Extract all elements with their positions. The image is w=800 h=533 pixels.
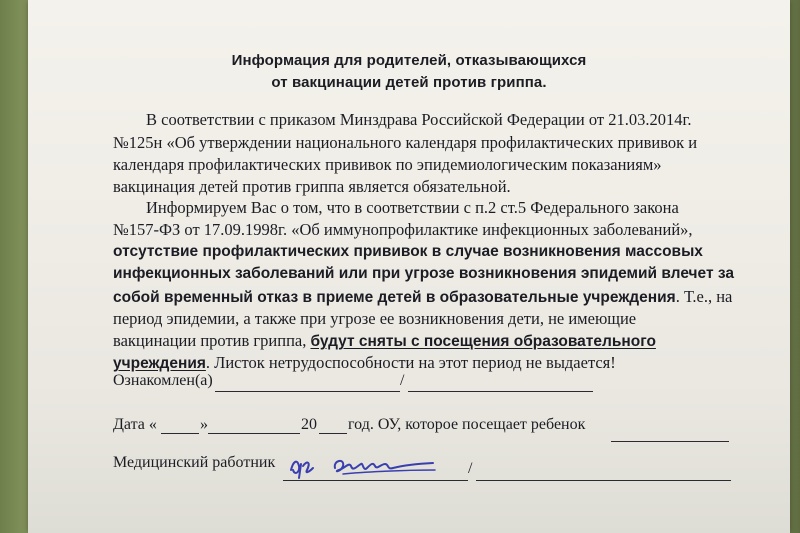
paragraph-1-line-4: вакцинация детей против гриппа является обязательной. [113,177,511,196]
school-blank[interactable] [611,441,729,442]
acquainted-signature-blank[interactable] [408,391,593,392]
date-day-blank[interactable] [161,433,199,434]
date-year-blank[interactable] [319,433,347,434]
paragraph-2-bold-line-2: инфекционных заболеваний или при угрозе возникновения эпидемий влечет за [113,265,734,282]
paragraph-2-line-6 [113,353,616,373]
acquainted-slash: / [400,372,405,389]
paragraph-2-underlined-phrase-2: учреждения [113,355,206,372]
paragraph-2-line-1: Информируем Вас о том, что в соответствии с п.2 ст.5 Федерального закона [146,198,679,217]
date-close-quote: » [200,416,208,433]
medic-signature-blank[interactable] [476,480,731,481]
document-sheet [28,0,790,533]
medic-label: Медицинский работник [113,454,276,471]
paragraph-2-line-4: период эпидемии, а также при угрозе ее возникновения дети, не имеющие [113,309,637,328]
paragraph-1-line-2: №125н «Об утверждении национального календаря профилактических прививок и [113,133,698,152]
paragraph-2-underlined-phrase-1: будут сняты с посещения образовательного [310,333,656,350]
paragraph-2-line-3 [113,287,732,307]
paragraph-1-line-3: календаря профилактических прививок по эпидемиологическим показаниям» [113,155,662,174]
paragraph-2-line-3-tail: . Т.е., на [675,287,733,306]
paragraph-2-line-5-start: вакцинации против гриппа, [113,331,311,350]
acquainted-name-blank[interactable] [215,391,400,392]
date-month-blank[interactable] [208,433,300,434]
medic-slash: / [468,460,473,477]
paragraph-2-line-5 [113,331,656,351]
acquainted-label: Ознакомлен(а) [113,372,213,389]
paragraph-2-line-6-tail: . Листок нетрудоспособности на этот период не выдается! [205,353,616,372]
paragraph-2-bold-line-3: собой временный отказ в приеме детей в образовательные учреждения [113,289,676,306]
document-title-line-1: Информация для родителей, отказывающихся [231,52,587,69]
paragraph-2-bold-line-1: отсутствие профилактических прививок в случае возникновения массовых [113,243,703,260]
document-title-line-2: от вакцинации детей против гриппа. [271,74,547,91]
medic-name-blank[interactable] [283,480,468,481]
paragraph-1-line-1: В соответствии с приказом Минздрава Российской Федерации от 21.03.2014г. [146,110,692,129]
medic-signature-icon [283,448,463,484]
date-suffix: год. ОУ, которое посещает ребенок [348,416,586,433]
date-label: Дата « [113,416,157,433]
paragraph-2-line-2: №157-ФЗ от 17.09.1998г. «Об иммунопрофилактике инфекционных заболеваний», [113,220,693,239]
date-year-prefix: 20 [301,416,317,433]
